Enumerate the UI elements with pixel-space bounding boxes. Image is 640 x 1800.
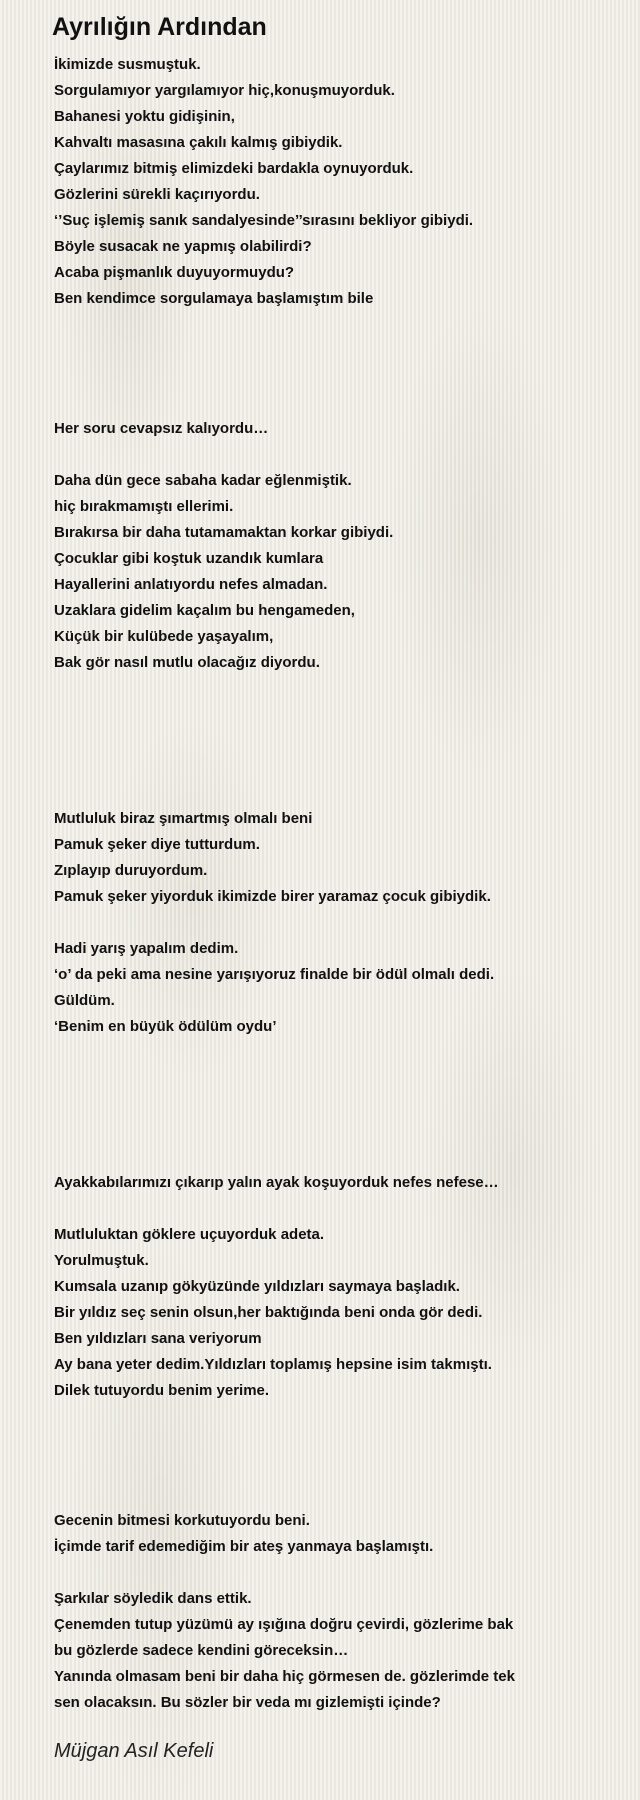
stanza-gap (54, 1144, 624, 1170)
stanza-gap (54, 1092, 624, 1118)
stanza-gap (54, 780, 624, 806)
poem-body (54, 52, 624, 1716)
stanza-gap (54, 1560, 624, 1586)
stanza-gap (54, 1118, 624, 1144)
stanza-gap (54, 338, 624, 364)
poem-line: Ayakkabılarımızı çıkarıp yalın ayak koşuyorduk nefes nefese… (54, 1174, 499, 1191)
poem-line: Kahvaltı masasına çakılı kalmış gibiydik. (54, 134, 343, 151)
poem-line: ‘’Suç işlemiş sanık sandalyesinde’’sırasını bekliyor gibiydi. (54, 212, 474, 229)
poem-line: Acaba pişmanlık duyuyormuydu? (54, 264, 295, 281)
poem-line: Çenemden tutup yüzümü ay ışığına doğru çevirdi, gözlerime bak (54, 1616, 514, 1633)
poem-line: Bak gör nasıl mutlu olacağız diyordu. (54, 654, 320, 671)
poem-line: sen olacaksın. Bu sözler bir veda mı gizlemişti içinde? (54, 1694, 441, 1711)
poem-line: İkimizde susmuştuk. (54, 56, 201, 73)
stanza-gap (54, 1482, 624, 1508)
poem-title: Ayrılığın Ardından (52, 13, 267, 41)
poem-line: İçimde tarif edemediğim bir ateş yanmaya başlamıştı. (54, 1538, 434, 1555)
poem-line: ‘o’ da peki ama nesine yarışıyoruz finalde bir ödül olmalı dedi. (54, 966, 495, 983)
poem-line: Her soru cevapsız kalıyordu… (54, 420, 269, 437)
stanza-gap (54, 312, 624, 338)
stanza-gap (54, 702, 624, 728)
stanza-gap (54, 1066, 624, 1092)
stanza-gap (54, 1196, 624, 1222)
stanza-gap (54, 1430, 624, 1456)
poem-line: ‘Benim en büyük ödülüm oydu’ (54, 1018, 277, 1035)
stanza-gap (54, 390, 624, 416)
poem-line: Çocuklar gibi koştuk uzandık kumlara (54, 550, 324, 567)
poem-line: Yanında olmasam beni bir daha hiç görmesen de. gözlerimde tek (54, 1668, 515, 1685)
poem-line: Gecenin bitmesi korkutuyordu beni. (54, 1512, 310, 1529)
poem-line: Ben kendimce sorgulamaya başlamıştım bile (54, 290, 374, 307)
poem-line: Mutluluktan göklere uçuyorduk adeta. (54, 1226, 325, 1243)
poem-line: Şarkılar söyledik dans ettik. (54, 1590, 252, 1607)
poem-line: Küçük bir kulübede yaşayalım, (54, 628, 274, 645)
poem-line: Bırakırsa bir daha tutamamaktan korkar gibiydi. (54, 524, 394, 541)
poem-line: Bir yıldız seç senin olsun,her baktığında beni onda gör dedi. (54, 1304, 483, 1321)
poem-line: Kumsala uzanıp gökyüzünde yıldızları saymaya başladık. (54, 1278, 460, 1295)
poem-line: Pamuk şeker yiyorduk ikimizde birer yaramaz çocuk gibiydik. (54, 888, 491, 905)
poem-line: Pamuk şeker diye tutturdum. (54, 836, 260, 853)
stanza-gap (54, 1040, 624, 1066)
poem-line: Böyle susacak ne yapmış olabilirdi? (54, 238, 312, 255)
poem-line: Ben yıldızları sana veriyorum (54, 1330, 262, 1347)
poem-line: Zıplayıp duruyordum. (54, 862, 208, 879)
stanza-gap (54, 1456, 624, 1482)
stanza-gap (54, 364, 624, 390)
poem-line: Hayallerini anlatıyordu nefes almadan. (54, 576, 328, 593)
poem-line: Daha dün gece sabaha kadar eğlenmiştik. (54, 472, 352, 489)
poem-line: Ay bana yeter dedim.Yıldızları toplamış hepsine isim takmıştı. (54, 1356, 492, 1373)
poem-line: Bahanesi yoktu gidişinin, (54, 108, 235, 125)
stanza-gap (54, 910, 624, 936)
poem-line: hiç bırakmamıştı ellerimi. (54, 498, 234, 515)
poem-line: Mutluluk biraz şımartmış olmalı beni (54, 810, 313, 827)
poem-line: Çaylarımız bitmiş elimizdeki bardakla oynuyorduk. (54, 160, 414, 177)
poem-line: Gözlerini sürekli kaçırıyordu. (54, 186, 260, 203)
stanza-gap (54, 728, 624, 754)
poem-line: Sorgulamıyor yargılamıyor hiç,konuşmuyorduk. (54, 82, 395, 99)
poem-line: Uzaklara gidelim kaçalım bu hengameden, (54, 602, 355, 619)
poem-line: Dilek tutuyordu benim yerime. (54, 1382, 270, 1399)
stanza-gap (54, 754, 624, 780)
poem-line: Hadi yarış yapalım dedim. (54, 940, 239, 957)
poem-line: Yorulmuştuk. (54, 1252, 149, 1269)
stanza-gap (54, 676, 624, 702)
stanza-gap (54, 1404, 624, 1430)
poem-line: bu gözlerde sadece kendini göreceksin… (54, 1642, 349, 1659)
poem-author: Müjgan Asıl Kefeli (54, 1740, 214, 1762)
stanza-gap (54, 442, 624, 468)
poem-line: Güldüm. (54, 992, 115, 1009)
